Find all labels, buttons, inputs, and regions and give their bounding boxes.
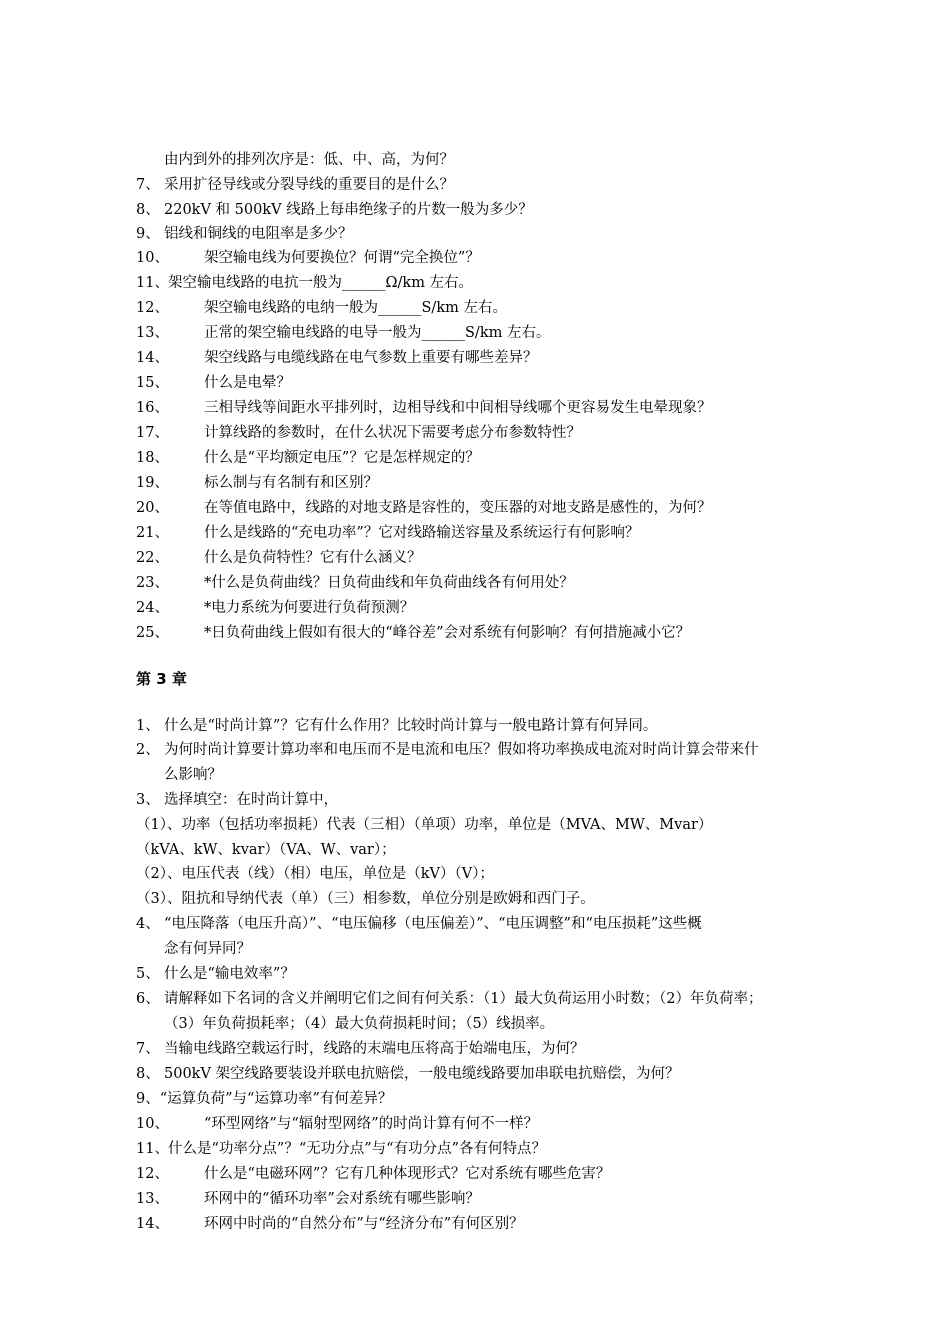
ch3-question-4 — [136, 912, 702, 936]
question-number: 7、 — [136, 1041, 160, 1057]
question-number: 18、 — [136, 450, 169, 466]
question-text: 请解释如下名词的含义并阐明它们之间有何关系：（1）最大负荷运用小时数；（2）年负荷率； — [164, 991, 763, 1007]
question-text: 采用扩径导线或分裂导线的重要目的是什么？ — [164, 177, 454, 193]
sub-item-2: （2）、电压代表（线）（相）电压，单位是（kV）（V）； — [136, 866, 494, 882]
question-text: 在等值电路中，线路的对地支路是容性的，变压器的对地支路是感性的，为何？ — [204, 500, 712, 516]
question-number: 24、 — [136, 600, 169, 616]
ch3-question-12 — [136, 1162, 610, 1186]
question-number: 1、 — [136, 718, 160, 734]
question-text: 什么是线路的“充电功率”？它对线路输送容量及系统运行有何影响？ — [204, 525, 640, 541]
question-number: 3、 — [136, 792, 160, 808]
question-23 — [136, 571, 574, 595]
ch3-question-2-cont: 么影响？ — [164, 767, 222, 783]
sub-item-1-cont: （kVA、kW、kvar）（VA、W、var）； — [136, 842, 396, 858]
ch3-question-3 — [136, 788, 338, 812]
question-text: 当输电线路空载运行时，线路的末端电压将高于始端电压，为何？ — [164, 1041, 585, 1057]
question-number: 5、 — [136, 966, 160, 982]
question-number: 19、 — [136, 475, 169, 491]
question-text: 什么是“输电效率”？ — [164, 966, 295, 982]
question-15 — [136, 371, 291, 395]
question-9 — [136, 222, 353, 246]
ch3-question-14 — [136, 1212, 524, 1236]
question-text: “运算负荷”与“运算功率”有何差异？ — [159, 1091, 393, 1107]
question-number: 13、 — [136, 1191, 169, 1207]
ch3-question-6 — [136, 987, 762, 1011]
question-12 — [136, 296, 507, 320]
question-text: 500kV 架空线路要装设并联电抗赔偿，一般电缆线路要加串联电抗赔偿，为何？ — [164, 1066, 680, 1082]
question-number: 8、 — [136, 1066, 160, 1082]
question-text: 架空输电线路的电抗一般为______Ω/km 左右。 — [168, 275, 474, 291]
question-text: 架空线路与电缆线路在电气参数上重要有哪些差异？ — [204, 350, 538, 366]
ch3-question-13 — [136, 1187, 480, 1211]
question-text: 架空输电线路的电纳一般为______S/km 左右。 — [204, 300, 507, 316]
question-7 — [136, 173, 454, 197]
question-number: 17、 — [136, 425, 169, 441]
question-8 — [136, 198, 533, 222]
question-text: 220kV 和 500kV 线路上每串绝缘子的片数一般为多少？ — [164, 202, 533, 218]
ch3-question-7 — [136, 1037, 585, 1061]
question-number: 11、 — [136, 275, 169, 291]
question-number: 16、 — [136, 400, 169, 416]
chapter-heading: 第 3 章 — [136, 670, 187, 688]
question-text: 计算线路的参数时，在什么状况下需要考虑分布参数特性？ — [204, 425, 581, 441]
question-number: 14、 — [136, 1216, 169, 1232]
ch3-question-5 — [136, 962, 295, 986]
question-text: 铝线和铜线的电阻率是多少？ — [164, 226, 353, 242]
question-24 — [136, 596, 414, 620]
question-10 — [136, 246, 480, 270]
question-11 — [136, 271, 473, 295]
question-number: 9、 — [136, 1091, 160, 1107]
question-number: 10、 — [136, 1116, 169, 1132]
ch3-question-2 — [136, 738, 759, 762]
question-16 — [136, 396, 712, 420]
ch3-question-6-cont: （3）年负荷损耗率；（4）最大负荷损耗时间；（5）线损率。 — [164, 1016, 555, 1032]
question-text: *什么是负荷曲线？日负荷曲线和年负荷曲线各有何用处？ — [204, 575, 574, 591]
ch3-question-1 — [136, 714, 657, 738]
question-number: 6、 — [136, 991, 160, 1007]
question-14 — [136, 346, 538, 370]
sub-item-1: （1）、功率（包括功率损耗）代表（三相）（单项）功率，单位是（MVA、MW、Mvar） — [136, 817, 713, 833]
question-number: 9、 — [136, 226, 160, 242]
question-text: 三相导线等间距水平排列时，边相导线和中间相导线哪个更容易发生电晕现象？ — [204, 400, 712, 416]
question-number: 25、 — [136, 625, 169, 641]
question-text: 环网中的“循环功率”会对系统有哪些影响？ — [204, 1191, 480, 1207]
question-text: 什么是电晕？ — [204, 375, 291, 391]
question-text: 什么是“功率分点”？“无功分点”与“有功分点”各有何特点？ — [168, 1141, 546, 1157]
question-number: 8、 — [136, 202, 160, 218]
question-18 — [136, 446, 480, 470]
question-21 — [136, 521, 639, 545]
question-number: 22、 — [136, 550, 169, 566]
question-text: 环网中时尚的“自然分布”与“经济分布”有何区别？ — [204, 1216, 524, 1232]
question-number: 10、 — [136, 250, 169, 266]
question-22 — [136, 546, 422, 570]
question-text: 选择填空：在时尚计算中， — [164, 792, 338, 808]
ch3-question-9 — [136, 1087, 392, 1111]
question-text: 什么是“电磁环网”？它有几种体现形式？它对系统有哪些危害？ — [204, 1166, 611, 1182]
question-text: *电力系统为何要进行负荷预测？ — [204, 600, 415, 616]
ch3-question-4-cont: 念有何异同？ — [164, 941, 251, 957]
ch3-question-10 — [136, 1112, 538, 1136]
question-text: 正常的架空输电线路的电导一般为______S/km 左右。 — [204, 325, 551, 341]
question-text: 什么是“时尚计算”？它有什么作用？比较时尚计算与一般电路计算有何异同。 — [164, 718, 658, 734]
question-20 — [136, 496, 712, 520]
question-text: 为何时尚计算要计算功率和电压而不是电流和电压？假如将功率换成电流对时尚计算会带来什 — [164, 742, 759, 758]
question-number: 2、 — [136, 742, 160, 758]
question-text: 什么是“平均额定电压”？它是怎样规定的？ — [204, 450, 480, 466]
question-number: 20、 — [136, 500, 169, 516]
question-17 — [136, 421, 581, 445]
question-19 — [136, 471, 378, 495]
question-number: 21、 — [136, 525, 169, 541]
question-text: 标么制与有名制有和区别？ — [204, 475, 378, 491]
question-text: *日负荷曲线上假如有很大的“峰谷差”会对系统有何影响？有何措施减小它？ — [204, 625, 691, 641]
question-number: 12、 — [136, 1166, 169, 1182]
question-number: 14、 — [136, 350, 169, 366]
question-text: “环型网络”与“辐射型网络”的时尚计算有何不一样？ — [204, 1116, 539, 1132]
question-number: 23、 — [136, 575, 169, 591]
sub-item-3: （3）、阻抗和导纳代表（单）（三）相参数，单位分别是欧姆和西门子。 — [136, 891, 595, 907]
continuation-line: 由内到外的排列次序是：低、中、高，为何？ — [164, 152, 454, 168]
question-number: 15、 — [136, 375, 169, 391]
question-number: 7、 — [136, 177, 160, 193]
question-25 — [136, 621, 690, 645]
ch3-question-11 — [136, 1137, 546, 1161]
question-text: “电压降落（电压升高）”、“电压偏移（电压偏差）”、“电压调整”和“电压损耗”这些概 — [164, 916, 702, 932]
question-text: 什么是负荷特性？它有什么涵义？ — [204, 550, 422, 566]
question-number: 12、 — [136, 300, 169, 316]
ch3-question-8 — [136, 1062, 680, 1086]
question-text: 架空输电线为何要换位？何谓“完全换位”？ — [204, 250, 480, 266]
question-number: 4、 — [136, 916, 160, 932]
question-number: 13、 — [136, 325, 169, 341]
question-13 — [136, 321, 550, 345]
question-number: 11、 — [136, 1141, 169, 1157]
